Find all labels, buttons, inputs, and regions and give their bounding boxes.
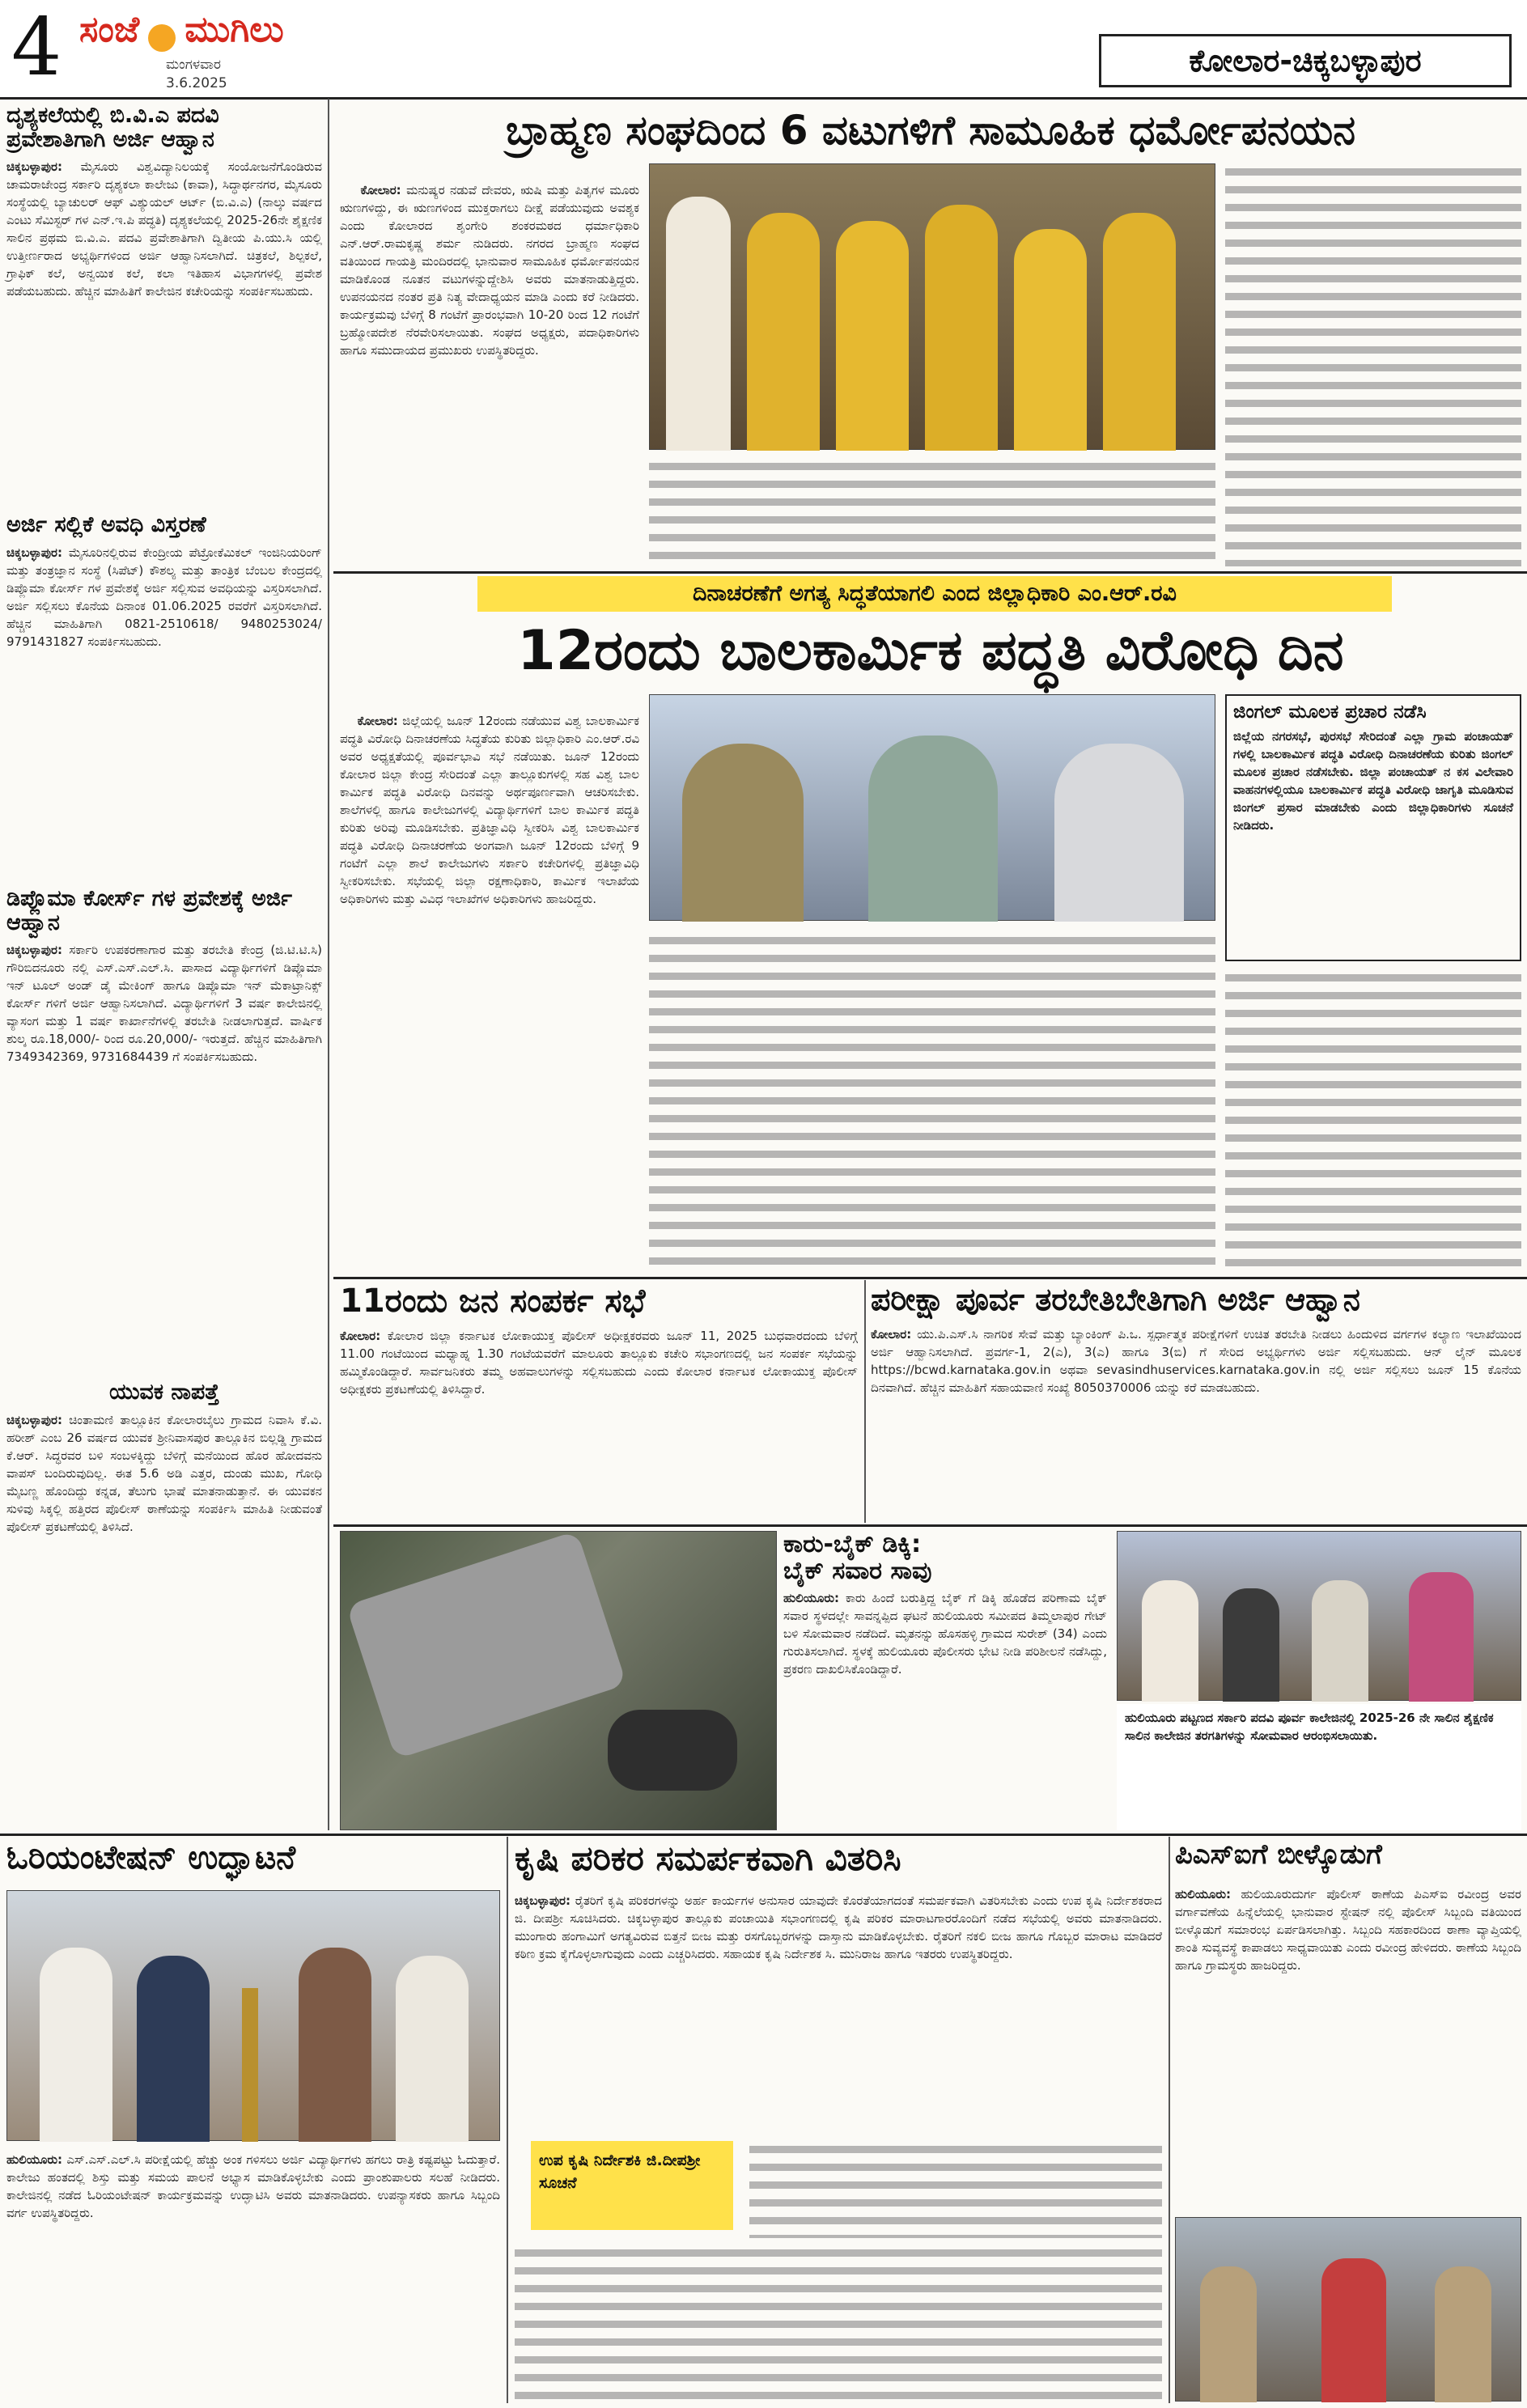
vatu-figure xyxy=(836,221,909,451)
official-figure xyxy=(1054,744,1184,922)
official-figure xyxy=(682,744,804,922)
sidebar-text: ಜಿಲ್ಲೆಯ ನಗರಸಭೆ, ಪುರಸಭೆ ಸೇರಿದಂತೆ ಎಲ್ಲಾ ಗ್ರಾಮ ಪಂಚಾಯತ್ ಗಳಲ್ಲಿ ಬಾಲಕಾರ್ಮಿಕ ಪದ್ಧತಿ ವಿರೋಧಿ ದಿನಾಚರಣೆಯ ಕುರಿತು ಜಿಂಗಲ್ ಮೂಲಕ ಪ್ರಚಾರ ನಡೆಸಬೇಕು. ಜಿಲ್ಲಾ ಪಂಚಾಯತ್ ನ ಕಸ ವಿಲೇವಾರಿ ವಾಹನಗಳಲ್ಲಿಯೂ ಬಾಲಕಾರ್ಮಿಕ ಪದ್ಧತಿ ವಿರೋಧಿ ಜಾಗೃತಿ ಮೂಡಿಸುವ ಜಿಂಗಲ್ ಪ್ರಸಾರ ಮಾಡಬೇಕು ಎಂದು ಜಿಲ್ಲಾಧಿಕಾರಿಗಳು ಸೂಚನೆ ನೀಡಿದರು. xyxy=(1233,729,1518,833)
child-labour-body-mid xyxy=(649,932,1215,1272)
meeting-photo xyxy=(649,694,1215,921)
jingle-sidebar xyxy=(1225,694,1521,961)
child-labour-body-right xyxy=(1225,969,1521,1272)
body-text: ಎಸ್.ಎಸ್.ಎಲ್.ಸಿ ಪರೀಕ್ಷೆಯಲ್ಲಿ ಹೆಚ್ಚು ಅಂಕ ಗಳಿಸಲು ಅರ್ಜಿ ವಿದ್ಯಾರ್ಥಿಗಳು ಹಗಲು ರಾತ್ರಿ ಕಷ್ಟಪಟ್ಟು ಓದುತ್ತಾರೆ. ಕಾಲೇಜು ಹಂತದಲ್ಲಿ ಶಿಸ್ತು ಮತ್ತು ಸಮಯ ಪಾಲನೆ ಅಭ್ಯಾಸ ಮಾಡಿಕೊಳ್ಳಬೇಕು ಎಂದು ಪ್ರಾಂಶುಪಾಲರು ಸಲಹೆ ನೀಡಿದರು. ಕಾಲೇಜಿನಲ್ಲಿ ನಡೆದ ಓರಿಯಂಟೇಷನ್ ಕಾರ್ಯಕ್ರಮವನ್ನು ಉದ್ಘಾಟಿಸಿ ಅವರು ಮಾತನಾಡಿದರು. ಉಪನ್ಯಾಸಕರು ಹಾಗೂ ಸಿಬ್ಬಂದಿ ವರ್ಗ ಉಪಸ್ಥಿತರಿದ್ದರು. xyxy=(6,2152,504,2220)
headline: ಯುವಕ ನಾಪತ್ತೆ xyxy=(109,1380,219,1405)
story-upanayana xyxy=(340,163,1521,566)
officer-figure xyxy=(1435,2266,1491,2402)
body-text: ರೈತರಿಗೆ ಕೃಷಿ ಪರಿಕರಗಳನ್ನು ಅರ್ಹ ಕಾರ್ಯಗಳ ಅನುಸಾರ ಯಾವುದೇ ಕೊರತೆಯಾಗದಂತೆ ಸಮರ್ಪಕವಾಗಿ ವಿತರಿಸಬೇಕು ಎಂದು ಉಪ ಕೃಷಿ ನಿರ್ದೇಶಕರಾದ ಜಿ. ದೀಪಶ್ರೀ ಸೂಚಿಸಿದರು. ಚಿಕ್ಕಬಳ್ಳಾಪುರ ತಾಲ್ಲೂಕು ಪಂಚಾಯಿತಿ ಸಭಾಂಗಣದಲ್ಲಿ ಕೃಷಿ ಪರಿಕರ ಮಾರಾಟಗಾರರೊಂದಿಗೆ ನಡೆದ ಸಭೆಯಲ್ಲಿ ಅವರು ಮಾತನಾಡಿದರು. ಮುಂಗಾರು ಹಂಗಾಮಿಗೆ ಅಗತ್ಯವಿರುವ ಬಿತ್ತನೆ ಬೀಜ ಮತ್ತು ರಸಗೊಬ್ಬರಗಳನ್ನು ದಾಸ್ತಾನು ಮಾಡಿಕೊಳ್ಳಬೇಕು. ರೈತರಿಗೆ ನಕಲಿ ಬೀಜ ಹಾಗೂ ಗೊಬ್ಬರ ಮಾರಾಟ ಮಾಡಿದರೆ ಕಠಿಣ ಕ್ರಮ ಕೈಗೊಳ್ಳಲಾಗುವುದು ಎಂದು ಎಚ್ಚರಿಸಿದರು. ಸಹಾಯಕ ಕೃಷಿ ನಿರ್ದೇಶಕ ಸಿ. ಮುನಿರಾಜ ಹಾಗೂ ಇತರರು ಉಪಸ್ಥಿತರಿದ್ದರು. xyxy=(515,1893,1166,1961)
body-text: ಕಾರು ಹಿಂದೆ ಬರುತ್ತಿದ್ದ ಬೈಕ್ ಗೆ ಡಿಕ್ಕಿ ಹೊಡೆದ ಪರಿಣಾಮ ಬೈಕ್ ಸವಾರ ಸ್ಥಳದಲ್ಲೇ ಸಾವನ್ನಪ್ಪಿದ ಘಟನೆ ಹುಲಿಯೂರು ಸಮೀಪದ ತಿಮ್ಮಲಾಪುರ ಗೇಟ್ ಬಳಿ ಸೋಮವಾರ ನಡೆದಿದೆ. ಮೃತನನ್ನು ಹೊಸಹಳ್ಳಿ ಗ್ರಾಮದ ಸುರೇಶ್ (34) ಎಂದು ಗುರುತಿಸಲಾಗಿದೆ. ಸ್ಥಳಕ್ಕೆ ಹುಲಿಯೂರು ಪೊಲೀಸರು ಭೇಟಿ ನೀಡಿ ಪರಿಶೀಲನೆ ನಡೆಸಿದ್ದು, ಪ್ರಕರಣ ದಾಖಲಿಸಿಕೊಂಡಿದ್ದಾರೆ. xyxy=(783,1591,1111,1677)
body-text: ಕೋಲಾರ ಜಿಲ್ಲಾ ಕರ್ನಾಟಕ ಲೋಕಾಯುಕ್ತ ಪೊಲೀಸ್ ಅಧೀಕ್ಷಕರವರು ಜೂನ್ 11, 2025 ಬುಧವಾರದಂದು ಬೆಳಿಗ್ಗೆ 11.00 ಗಂಟೆಯಿಂದ ಮಧ್ಯಾಹ್ನ 1.30 ಗಂಟೆಯವರೆಗೆ ಮಾಲೂರು ತಾಲ್ಲೂಕು ಕಚೇರಿ ಸಭಾಂಗಣದಲ್ಲಿ ಜನ ಸಂಪರ್ಕ ಸಭೆಯನ್ನು ಹಮ್ಮಿಕೊಂಡಿದ್ದಾರೆ. ಸಾರ್ವಜನಿಕರು ತಮ್ಮ ಅಹವಾಲುಗಳನ್ನು ಸಲ್ಲಿಸಬಹುದು ಎಂದು ಕೋಲಾರ ಕರ್ನಾಟಕ ಲೋಕಾಯುಕ್ತ ಪೊಲೀಸ್ ಅಧೀಕ್ಷಕರು ಪ್ರಕಟಣೆಯಲ್ಲಿ ತಿಳಿಸಿದ್ದಾರೆ. xyxy=(340,1329,862,1397)
section-label: ಕೋಲಾರ-ಚಿಕ್ಕಬಳ್ಳಾಪುರ xyxy=(1099,34,1512,87)
dateline: ಚಿಕ್ಕಬಳ್ಳಾಪುರ: xyxy=(6,545,62,560)
brand-name: ಸಂಜೆ xyxy=(79,9,140,50)
headline-line-1: ಕಾರು-ಬೈಕ್ ಡಿಕ್ಕಿ: xyxy=(783,1530,922,1558)
guest-figure xyxy=(40,1948,112,2142)
body-text: ಹುಲಿಯೂರುದುರ್ಗ ಪೊಲೀಸ್ ಠಾಣೆಯ ಪಿಎಸ್ಐ ರವೀಂದ್ರ ಅವರ ವರ್ಗಾವಣೆಯ ಹಿನ್ನೆಲೆಯಲ್ಲಿ ಭಾನುವಾರ ಸ್ಟೇಷನ್ ನಲ್ಲಿ ಪೊಲೀಸ್ ಸಿಬ್ಬಂದಿ ವತಿಯಿಂದ ಬೀಳ್ಕೊಡುಗೆ ಸಮಾರಂಭ ಏರ್ಪಡಿಸಲಾಗಿತ್ತು. ಸಿಬ್ಬಂದಿ ಸಹಕಾರದಿಂದ ಠಾಣಾ ವ್ಯಾಪ್ತಿಯಲ್ಲಿ ಶಾಂತಿ ಸುವ್ಯವಸ್ಥೆ ಕಾಪಾಡಲು ಸಾಧ್ಯವಾಯಿತು ಎಂದು ರವೀಂದ್ರ ಹೇಳಿದರು. ಠಾಣೆಯ ಸಿಬ್ಬಂದಿ ಹಾಗೂ ಗ್ರಾಮಸ್ಥರು ಹಾಜರಿದ್ದರು. xyxy=(1175,1887,1525,1973)
page-number: 4 xyxy=(11,2,62,94)
vatu-figure xyxy=(747,213,820,451)
story-orientation xyxy=(6,1839,504,2402)
child-labour-headline: 12ರಂದು ಬಾಲಕಾರ್ಮಿಕ ಪದ್ಧತಿ ವಿರೋಧಿ ದಿನ xyxy=(517,619,1344,683)
guest-figure xyxy=(1409,1572,1474,1702)
guest-figure xyxy=(1142,1580,1198,1702)
story-diploma-admission xyxy=(6,886,326,1372)
officer-figure xyxy=(1321,2258,1386,2402)
child-labour-kicker: ದಿನಾಚರಣೆಗೆ ಅಗತ್ಯ ಸಿದ್ಧತೆಯಾಗಲಿ ಎಂದ ಜಿಲ್ಲಾಧಿಕಾರಿ ಎಂ.ಆರ್.ರವಿ xyxy=(477,576,1392,612)
body-text: ಸರ್ಕಾರಿ ಉಪಕರಣಾಗಾರ ಮತ್ತು ತರಬೇತಿ ಕೇಂದ್ರ (ಜಿ.ಟಿ.ಟಿ.ಸಿ) ಗೌರಿಬಿದನೂರು ನಲ್ಲಿ ಎಸ್.ಎಸ್.ಎಲ್.ಸಿ. ಪಾಸಾದ ವಿದ್ಯಾರ್ಥಿಗಳಿಗೆ ಡಿಪ್ಲೊಮಾ ಇನ್ ಟೂಲ್ ಅಂಡ್ ಡೈ ಮೇಕಿಂಗ್ ಹಾಗೂ ಡಿಪ್ಲೊಮಾ ಇನ್ ಮೆಕಾಟ್ರಾನಿಕ್ಸ್ ಕೋರ್ಸ್ ಗಳಿಗೆ ಅರ್ಜಿ ಆಹ್ವಾನಿಸಲಾಗಿದೆ. ವಿದ್ಯಾರ್ಥಿಗಳಿಗೆ 3 ವರ್ಷ ಕಾಲೇಜಿನಲ್ಲಿ ವ್ಯಾಸಂಗ ಮತ್ತು 1 ವರ್ಷ ಕಾರ್ಖಾನೆಗಳಲ್ಲಿ ತರಬೇತಿ ನೀಡಲಾಗುತ್ತದೆ. ವಾರ್ಷಿಕ ಶುಲ್ಕ ರೂ.18,000/- ರಿಂದ ರೂ.20,000/- ಇರುತ್ತದೆ. ಹೆಚ್ಚಿನ ಮಾಹಿತಿಗಾಗಿ 7349342369, 9731684439 ಗೆ ಸಂಪರ್ಕಿಸಬಹುದು. xyxy=(6,943,326,1065)
story-exam-training xyxy=(871,1282,1525,1518)
dateline: ಚಿಕ್ಕಬಳ್ಳಾಪುರ: xyxy=(6,943,62,958)
lead-body-right xyxy=(1225,163,1521,566)
headline: ಪರೀಕ್ಷಾ ಪೂರ್ವ ತರಬೇತಿಬೇತಿಗಾಗಿ ಅರ್ಜಿ ಆಹ್ವಾನ xyxy=(871,1282,1360,1317)
vatu-figure xyxy=(925,205,998,451)
dateline: ಹುಲಿಯೂರು: xyxy=(6,2152,63,2167)
dateline: ಹುಲಿಯೂರು: xyxy=(1175,1887,1232,1901)
guest-figure xyxy=(1312,1580,1368,1702)
body-text: ಜಿಲ್ಲೆಯಲ್ಲಿ ಜೂನ್ 12ರಂದು ನಡೆಯುವ ವಿಶ್ವ ಬಾಲಕಾರ್ಮಿಕ ಪದ್ಧತಿ ವಿರೋಧಿ ದಿನಾಚರಣೆಯ ಸಿದ್ಧತೆಯ ಕುರಿತು ಜಿಲ್ಲಾಧಿಕಾರಿ ಎಂ.ಆರ್.ರವಿ ಅವರ ಅಧ್ಯಕ್ಷತೆಯಲ್ಲಿ ಪೂರ್ವಭಾವಿ ಸಭೆ ನಡೆಯಿತು. ಜೂನ್ 12ರಂದು ಕೋಲಾರ ಜಿಲ್ಲಾ ಕೇಂದ್ರ ಸೇರಿದಂತೆ ಎಲ್ಲಾ ತಾಲ್ಲೂಕುಗಳಲ್ಲಿ ಸಹ ವಿಶ್ವ ಬಾಲ ಕಾರ್ಮಿಕ ಪದ್ಧತಿ ವಿರೋಧಿ ದಿನವನ್ನು ಅರ್ಥಪೂರ್ಣವಾಗಿ ಆಚರಿಸಬೇಕು. ಶಾಲೆಗಳಲ್ಲಿ ಹಾಗೂ ಕಾಲೇಜುಗಳಲ್ಲಿ ವಿದ್ಯಾರ್ಥಿಗಳಿಗೆ ಬಾಲ ಕಾರ್ಮಿಕ ಪದ್ಧತಿ ಕುರಿತು ಅರಿವು ಮೂಡಿಸಬೇಕು. ಪ್ರತಿಜ್ಞಾವಿಧಿ ಸ್ವೀಕರಿಸಿ ವಿಶ್ವ ಬಾಲಕಾರ್ಮಿಕ ಪದ್ಧತಿ ವಿರೋಧಿ ದಿನಾಚರಣೆಯ ಅಂಗವಾಗಿ ಜೂನ್ 12ರಂದು ಬೆಳಿಗ್ಗೆ 9 ಗಂಟೆಗೆ ಎಲ್ಲಾ ಶಾಲೆ ಕಾಲೇಜುಗಳು ಸರ್ಕಾರಿ ಕಚೇರಿಗಳಲ್ಲಿ ಪ್ರತಿಜ್ಞಾವಿಧಿ ಸ್ವೀಕರಿಸಬೇಕು. ಸಭೆಯಲ್ಲಿ ಜಿಲ್ಲಾ ರಕ್ಷಣಾಧಿಕಾರಿ, ಕಾರ್ಮಿಕ ಇಲಾಖೆಯ ಅಧಿಕಾರಿಗಳು ಮತ್ತು ವಿವಿಧ ಇಲಾಖೆಗಳ ಅಧಿಕಾರಿಗಳು ಹಾಜರಿದ್ದರು. xyxy=(340,714,643,906)
upanayana-photo xyxy=(649,163,1215,450)
story-deadline-extension xyxy=(6,512,326,877)
dateline: ಕೋಲಾರ: xyxy=(340,1329,381,1343)
sun-icon xyxy=(148,24,176,52)
dateline: ಕೋಲಾರ: xyxy=(871,1326,912,1342)
story-jana-samparka xyxy=(340,1282,862,1526)
lead-body-left xyxy=(340,163,643,566)
vatu-figure xyxy=(1014,229,1087,451)
accident-photo xyxy=(340,1531,777,1830)
body-text: ಚಿಂತಾಮಣಿ ತಾಲ್ಲೂಕಿನ ಕೋಲಾರಬೈಲು ಗ್ರಾಮದ ನಿವಾಸಿ ಕೆ.ವಿ. ಹರೀಶ್ ಎಂಬ 26 ವರ್ಷದ ಯುವಕ ಶ್ರೀನಿವಾಸಪುರ ತಾಲ್ಲೂಕಿನ ಬಿಲ್ಲಡ್ಡಿ ಗ್ರಾಮದ ಕೆ.ಆರ್. ಸಿದ್ಧರವರ ಬಳಿ ಸಂಬಳಕ್ಕಿದ್ದು ಬೆಳಿಗ್ಗೆ ಮನೆಯಿಂದ ಹೊರ ಹೋದವನು ವಾಪಸ್ ಬಂದಿರುವುದಿಲ್ಲ. ಈತ 5.6 ಅಡಿ ಎತ್ತರ, ದುಂಡು ಮುಖ, ಗೋಧಿ ಮೈಬಣ್ಣ ಹೊಂದಿದ್ದು ಕನ್ನಡ, ತೆಲುಗು ಭಾಷೆ ಮಾತನಾಡುತ್ತಾನೆ. ಈ ಯುವಕನ ಸುಳಿವು ಸಿಕ್ಕಲ್ಲಿ ಹತ್ತಿರದ ಪೊಲೀಸ್ ಠಾಣೆಯನ್ನು ಸಂಪರ್ಕಿಸಿ ಮಾಹಿತಿ ನೀಡುವಂತೆ ಪೊಲೀಸ್ ಪ್ರಕಟಣೆಯಲ್ಲಿ ತಿಳಿಸಿದೆ. xyxy=(6,1412,326,1534)
headline-line-2: ಬೈಕ್ ಸವಾರ ಸಾವು xyxy=(783,1557,932,1585)
guest-figure xyxy=(1223,1588,1279,1702)
priest-figure xyxy=(666,197,731,451)
photo-caption: ಹುಲಿಯೂರು ಪಟ್ಟಣದ ಸರ್ಕಾರಿ ಪದವಿ ಪೂರ್ವ ಕಾಲೇಜಿನಲ್ಲಿ 2025-26 ನೇ ಸಾಲಿನ ಶೈಕ್ಷಣಿಕ ಸಾಲಿನ ಕಾಲೇಜಿನ ತರಗತಿಗಳನ್ನು ಸೋಮವಾರ ಆರಂಭಿಸಲಾಯಿತು. xyxy=(1117,1704,1521,1830)
story-child-labour xyxy=(340,694,1521,1272)
wrecked-bike xyxy=(608,1710,737,1791)
dateline: ಕೋಲಾರ: xyxy=(357,714,398,728)
wrecked-car xyxy=(346,1531,626,1760)
dateline: ಚಿಕ್ಕಬಳ್ಳಾಪುರ: xyxy=(6,1412,62,1427)
vatu-figure xyxy=(1103,213,1176,451)
agri-body-filler xyxy=(515,2245,1162,2402)
brand-name-2: ಮುಗಿಲು xyxy=(185,9,284,50)
headline: ಕೃಷಿ ಪರಿಕರ ಸಮರ್ಪಕವಾಗಿ ವಿತರಿಸಿ xyxy=(515,1838,901,1878)
guest-figure xyxy=(396,1956,469,2142)
brand-logo xyxy=(79,5,346,57)
lead-body-filler xyxy=(649,458,1215,566)
story-youth-missing xyxy=(6,1380,326,1830)
story-psi-sendoff xyxy=(1175,1838,1525,2402)
body-text: ಮೈಸೂರಿನಲ್ಲಿರುವ ಕೇಂದ್ರೀಯ ಪೆಟ್ರೋಕೆಮಿಕಲ್ ಇಂಜಿನಿಯರಿಂಗ್ ಮತ್ತು ತಂತ್ರಜ್ಞಾನ ಸಂಸ್ಥೆ (ಸಿಪೆಟ್) ಕೌಶಲ್ಯ ಮತ್ತು ತಾಂತ್ರಿಕ ಬೆಂಬಲ ಕೇಂದ್ರದಲ್ಲಿ ಡಿಪ್ಲೊಮಾ ಕೋರ್ಸ್ ಗಳ ಪ್ರವೇಶಕ್ಕೆ ಅರ್ಜಿ ಸಲ್ಲಿಸುವ ಅವಧಿಯನ್ನು ವಿಸ್ತರಿಸಲಾಗಿದೆ. ಅರ್ಜಿ ಸಲ್ಲಿಸಲು ಕೊನೆಯ ದಿನಾಂಕ 01.06.2025 ರವರೆಗೆ ವಿಸ್ತರಿಸಲಾಗಿದೆ. ಹೆಚ್ಚಿನ ಮಾಹಿತಿಗಾಗಿ 0821-2510618/ 9480253024/ 9791431827 ಸಂಪರ್ಕಿಸಬಹುದು. xyxy=(6,545,326,649)
story-accident xyxy=(783,1530,1111,1830)
guest-figure xyxy=(137,1956,210,2142)
officer-figure xyxy=(1200,2266,1257,2402)
headline: ಅರ್ಜಿ ಸಲ್ಲಿಕೆ ಅವಧಿ ವಿಸ್ತರಣೆ xyxy=(6,512,206,537)
date-label: 3.6.2025 xyxy=(166,75,227,91)
sidebar-title: ಜಿಂಗಲ್ ಮೂಲಕ ಪ್ರಚಾರ ನಡೆಸಿ xyxy=(1233,702,1427,723)
body-text: ಮನುಷ್ಯರ ನಡುವೆ ದೇವರು, ಋಷಿ ಮತ್ತು ಪಿತೃಗಳ ಮೂರು ಋಣಗಳಿದ್ದು, ಈ ಋಣಗಳಿಂದ ಮುಕ್ತರಾಗಲು ದೀಕ್ಷೆ ಪಡೆಯುವುದು ಅವಶ್ಯಕ ಎಂದು ಕೋಲಾರದ ಶೃಂಗೇರಿ ಶಂಕರಮಠದ ಧರ್ಮಾಧಿಕಾರಿ ಎನ್.ಆರ್.ರಾಮಕೃಷ್ಣ ಶರ್ಮ ನುಡಿದರು. ನಗರದ ಬ್ರಾಹ್ಮಣ ಸಂಘದ ವತಿಯಿಂದ ಗಾಯತ್ರಿ ಮಂದಿರದಲ್ಲಿ ಭಾನುವಾರ ಸಾಮೂಹಿಕ ಧರ್ಮೋಪನಯನ ಮಾಡಿಕೊಂಡ ನೂತನ ವಟುಗಳನ್ನುದ್ದೇಶಿಸಿ ಅವರು ಮಾತನಾಡುತ್ತಿದ್ದರು. ಉಪನಯನದ ನಂತರ ಪ್ರತಿ ನಿತ್ಯ ವೇದಾಧ್ಯಯನ ಮಾಡಿ ಎಂದು ಕರೆ ನೀಡಿದರು. ಕಾರ್ಯಕ್ರಮವು ಬೆಳಿಗ್ಗೆ 8 ಗಂಟೆಗೆ ಪ್ರಾರಂಭವಾಗಿ 10-20 ರಿಂದ 12 ಗಂಟೆಗೆ ಬ್ರಹ್ಮೋಪದೇಶ ನೆರವೇರಿಸಲಾಯಿತು. ಸಂಘದ ಅಧ್ಯಕ್ಷರು, ಪದಾಧಿಕಾರಿಗಳು ಹಾಗೂ ಸಮುದಾಯದ ಪ್ರಮುಖರು ಉಪಸ್ಥಿತರಿದ್ದರು. xyxy=(340,183,643,358)
dateline: ಚಿಕ್ಕಬಳ್ಳಾಪುರ: xyxy=(515,1893,571,1908)
body-text: ಮೈಸೂರು ವಿಶ್ವವಿದ್ಯಾನಿಲಯಕ್ಕೆ ಸಂಯೋಜನೆಗೊಂಡಿರುವ ಚಾಮರಾಜೇಂದ್ರ ಸರ್ಕಾರಿ ದೃಶ್ಯಕಲಾ ಕಾಲೇಜು (ಕಾವಾ), ಸಿದ್ಧಾರ್ಥನಗರ, ಮೈಸೂರು ಸಂಸ್ಥೆಯಲ್ಲಿ ಬ್ಯಾಚುಲರ್ ಆಫ್ ವಿಶ್ಯುಯಲ್ ಆರ್ಟ್ (ಬಿ.ವಿ.ಎ) (ನಾಲ್ಕು ವರ್ಷದ ಎಂಟು ಸೆಮಿಸ್ಟರ್ ಗಳ ಎನ್.ಇ.ಪಿ ಪದ್ಧತಿ) ದೃಶ್ಯಕಲೆಯಲ್ಲಿ 2025-26ನೇ ಶೈಕ್ಷಣಿಕ ಸಾಲಿನ ಪ್ರಥಮ ಬಿ.ವಿ.ಎ. ಪದವಿ ಪ್ರವೇಶಾತಿಗಾಗಿ ದ್ವಿತೀಯ ಪಿ.ಯು.ಸಿ ಯಲ್ಲಿ ಉತ್ತೀರ್ಣರಾದ ಅಭ್ಯರ್ಥಿಗಳಿಂದ ಅರ್ಜಿ ಆಹ್ವಾನಿಸಲಾಗಿದೆ. ಚಿತ್ರಕಲೆ, ಶಿಲ್ಪಕಲೆ, ಗ್ರಾಫಿಕ್ ಕಲೆ, ಅನ್ವಯಿಕ ಕಲೆ, ಕಲಾ ಇತಿಹಾಸ ವಿಭಾಗಗಳಲ್ಲಿ ಪ್ರವೇಶ ಪಡೆಯಬಹುದು. ಹೆಚ್ಚಿನ ಮಾಹಿತಿಗೆ ಕಾಲೇಜಿನ ಕಚೇರಿಯನ್ನು ಸಂಪರ್ಕಿಸಬಹುದು. xyxy=(6,159,326,299)
agri-body-filler xyxy=(749,2141,1162,2238)
story-bva-admission xyxy=(6,103,326,505)
pullquote xyxy=(531,2141,733,2230)
lead-headline: ಬ್ರಾಹ್ಮಣ ಸಂಘದಿಂದ 6 ವಟುಗಳಿಗೆ ಸಾಮೂಹಿಕ ಧರ್ಮೋಪನಯನ xyxy=(505,107,1356,154)
official-figure xyxy=(868,736,998,922)
headline: ದೃಶ್ಯಕಲೆಯಲ್ಲಿ ಬಿ.ವಿ.ಎ ಪದವಿ ಪ್ರವೇಶಾತಿಗಾಗಿ ಅರ್ಜಿ ಆಹ್ವಾನ xyxy=(6,103,219,152)
dateline: ಕೋಲಾರ: xyxy=(360,183,401,197)
dateline: ಚಿಕ್ಕಬಳ್ಳಾಪುರ: xyxy=(6,159,62,175)
child-labour-body-left xyxy=(340,694,643,1272)
masthead xyxy=(0,0,1527,97)
headline: 11ರಂದು ಜನ ಸಂಪರ್ಕ ಸಭೆ xyxy=(340,1282,646,1320)
orientation-photo xyxy=(6,1890,500,2141)
story-agri xyxy=(515,1838,1166,2402)
headline: ಡಿಪ್ಲೊಮಾ ಕೋರ್ಸ್ ಗಳ ಪ್ರವೇಶಕ್ಕೆ ಅರ್ಜಿ ಆಹ್ವಾನ xyxy=(6,886,292,935)
headline: ಓರಿಯಂಟೇಷನ್ ಉದ್ಘಾಟನೆ xyxy=(6,1839,296,1876)
lamp-stand xyxy=(242,1988,258,2142)
psi-sendoff-photo xyxy=(1175,2217,1521,2402)
headline: ಪಿಎಸ್ಐಗೆ ಬೀಳ್ಕೊಡುಗೆ xyxy=(1175,1838,1382,1871)
pullquote-text: ಉಪ ಕೃಷಿ ನಿರ್ದೇಶಕಿ ಜಿ.ದೀಪಶ್ರೀ ಸೂಚನೆ xyxy=(539,2152,701,2192)
day-label: ಮಂಗಳವಾರ xyxy=(166,57,222,73)
dateline: ಹುಲಿಯೂರು: xyxy=(783,1591,840,1605)
college-event-photo xyxy=(1117,1531,1521,1701)
body-text: ಯು.ಪಿ.ಎಸ್.ಸಿ ನಾಗರಿಕ ಸೇವೆ ಮತ್ತು ಬ್ಯಾಂಕಿಂಗ್ ಪಿ.ಒ. ಸ್ಪರ್ಧಾತ್ಮಕ ಪರೀಕ್ಷೆಗಳಿಗೆ ಉಚಿತ ತರಬೇತಿ ನೀಡಲು ಹಿಂದುಳಿದ ವರ್ಗಗಳ ಕಲ್ಯಾಣ ಇಲಾಖೆಯಿಂದ ಅರ್ಜಿ ಆಹ್ವಾನಿಸಲಾಗಿದೆ. ಪ್ರವರ್ಗ-1, 2(ಎ), 3(ಎ) ಹಾಗೂ 3(ಬಿ) ಗೆ ಸೇರಿದ ಅಭ್ಯರ್ಥಿಗಳು ಅರ್ಜಿ ಸಲ್ಲಿಸಬಹುದು. ಆನ್ ಲೈನ್ ಮೂಲಕ https://bcwd.karnataka.gov.in ಅಥವಾ sevasindhuservices.karnataka.gov.in ನಲ್ಲಿ ಅರ್ಜಿ ಸಲ್ಲಿಸಲು ಜೂನ್ 15 ಕೊನೆಯ ದಿನವಾಗಿದೆ. ಹೆಚ್ಚಿನ ಮಾಹಿತಿಗೆ ಸಹಾಯವಾಣಿ ಸಂಖ್ಯೆ 8050370006 ಯನ್ನು ಕರೆ ಮಾಡಬಹುದು. xyxy=(871,1326,1525,1395)
guest-figure xyxy=(299,1948,371,2142)
